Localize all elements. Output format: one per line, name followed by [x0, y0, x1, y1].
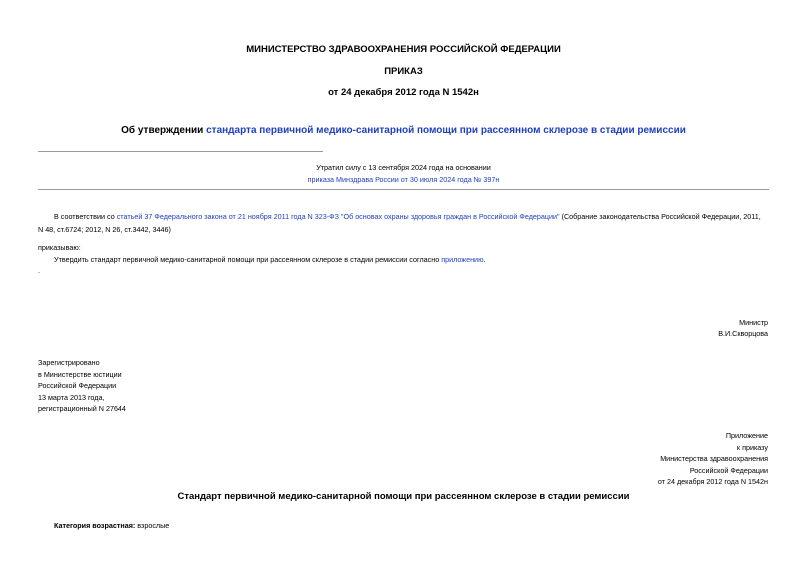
approve-paragraph [54, 254, 485, 266]
signature-position: Министр [739, 318, 768, 327]
status-link-line [0, 174, 807, 186]
standard-title: Стандарт первичной медико-санитарной помощи при рассеянном склерозе в стадии ремиссии [177, 491, 630, 502]
registration-line: регистрационный N 27644 [38, 404, 126, 413]
order-heading: ПРИКАЗ [384, 66, 423, 77]
approve-text: Утвердить стандарт первичной медико-санитарной помощи при рассеянном склерозе в стадии ремиссии согласно [54, 255, 442, 264]
prikazyvayu-text: приказываю: [38, 243, 81, 252]
order-date-number: от 24 декабря 2012 года N 1542н [328, 87, 479, 98]
title-prefix: Об утверждении [121, 125, 207, 136]
age-category-value: взрослые [135, 521, 170, 530]
preamble-line1 [54, 211, 774, 223]
status-text: Утратил силу с 13 сентября 2024 года на основании [316, 163, 491, 172]
age-category-label: Категория возрастная: [54, 521, 136, 530]
preamble-rest: (Собрание законодательства Российской Федерации, 2011, [559, 212, 761, 221]
registration-line: Зарегистрировано [38, 358, 100, 367]
appendix-line: Российской Федерации [689, 465, 768, 475]
repeal-order-link[interactable]: приказа Минздрава России от 30 июля 2024 года № 397н [307, 175, 500, 184]
registration-line: 13 марта 2013 года, [38, 392, 105, 402]
signature-name: В.И.Скворцова [718, 329, 768, 338]
age-category [54, 520, 169, 532]
registration-line: в Министерстве юстиции [38, 369, 122, 379]
appendix-line: Приложение [725, 431, 768, 440]
registration-block [38, 357, 238, 415]
status-rule-top [38, 151, 323, 152]
appendix-line: Министерства здравоохранения [660, 454, 768, 463]
status-rule-bottom [38, 189, 769, 190]
federal-law-link[interactable]: статьей 37 Федерального закона от 21 ноября 2011 года N 323-ФЗ "Об основах охраны здоровья граждан в Российской Федерации" [116, 212, 560, 221]
appendix-link[interactable]: приложению [441, 255, 484, 264]
stray-dot: . [38, 266, 40, 275]
document-title [0, 125, 807, 136]
preamble-line2: N 48, ст.6724; 2012, N 26, ст.3442, 3446) [38, 225, 171, 234]
registration-line: Российской Федерации [38, 381, 117, 390]
standard-link[interactable]: стандарта первичной медико-санитарной помощи при рассеянном склерозе в стадии ремиссии [206, 125, 686, 136]
preamble-start: В соответствии со [54, 212, 117, 221]
approve-end: . [483, 255, 486, 264]
appendix-line: от 24 декабря 2012 года N 1542н [657, 477, 768, 486]
ministry-heading: МИНИСТЕРСТВО ЗДРАВООХРАНЕНИЯ РОССИЙСКОЙ ФЕДЕРАЦИИ [246, 44, 561, 55]
appendix-line: к приказу [736, 442, 768, 452]
appendix-block [560, 430, 768, 488]
